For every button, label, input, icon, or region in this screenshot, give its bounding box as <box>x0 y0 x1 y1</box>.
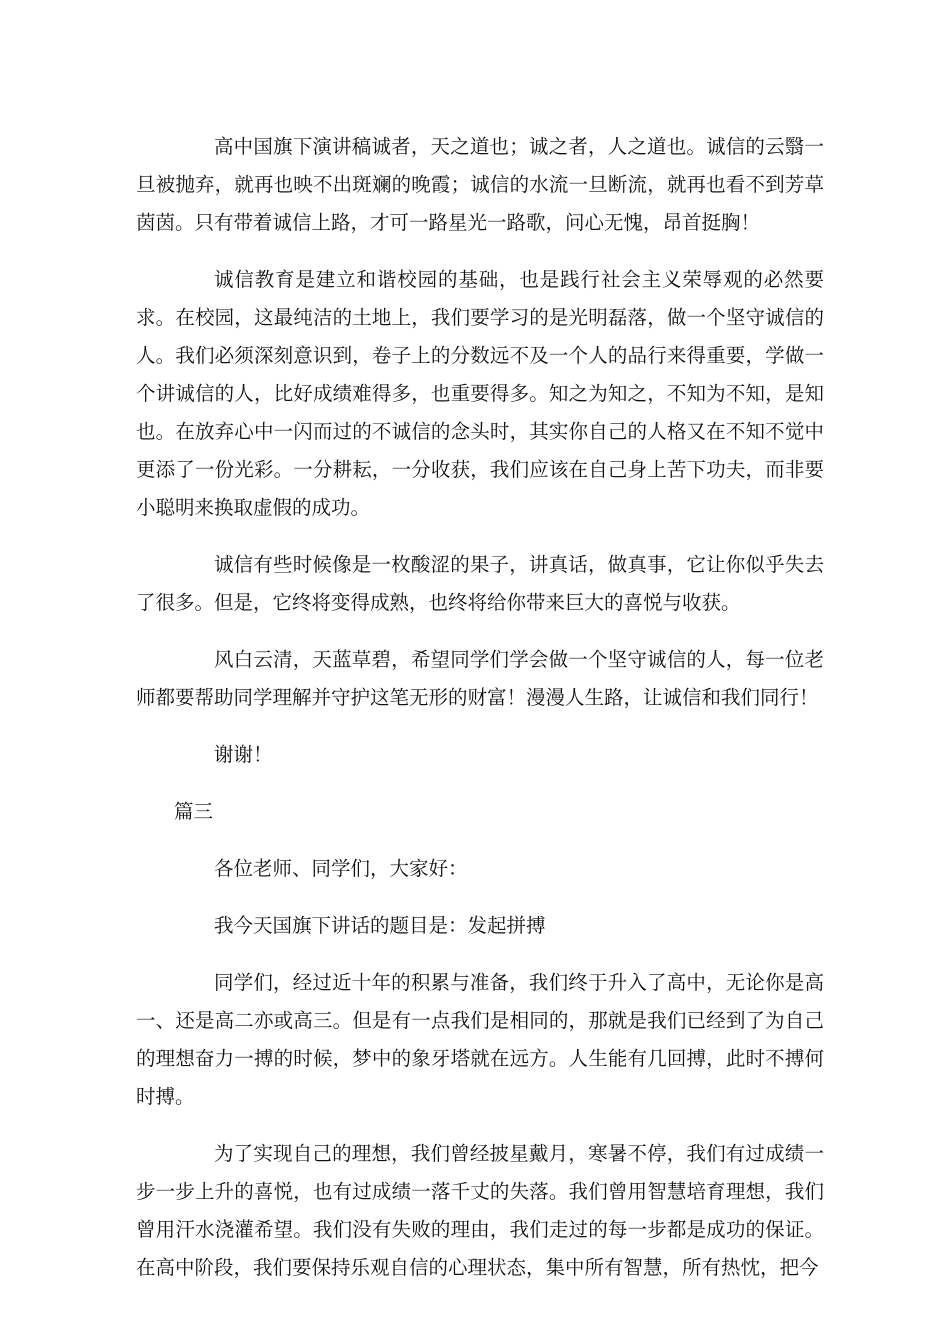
document-body <box>136 128 824 1306</box>
paragraph-honesty-education: 诚信教育是建立和谐校园的基础，也是践行社会主义荣辱观的必然要求。在校园，这最纯洁的土地上，我们要学习的是光明磊落，做一个坚守诚信的人。我们必须深刻意识到，卷子上的分数远不及一个人的品行来得重要，学做一个讲诚信的人，比好成绩难得多，也重要得多。知之为知之，不知为不知，是知也。在放弃心中一闪而过的不诚信的念头时，其实你自己的人格又在不知不觉中更添了一份光彩。一分耕耘，一分收获，我们应该在自己身上苦下功夫，而非要小聪明来换取虚假的成功。 <box>136 268 824 519</box>
section-heading: 篇三 <box>174 800 214 823</box>
paragraph-high-school: 同学们，经过近十年的积累与准备，我们终于升入了高中，无论你是高一、还是高二亦或高三。但是有一点我们是相同的，那就是我们已经到了为自己的理想奋力一搏的时候，梦中的象牙塔就在远方。人生能有几回搏，此时不搏何时搏。 <box>136 971 824 1108</box>
paragraph-thanks: 谢谢！ <box>214 743 273 766</box>
paragraph-ideals: 为了实现自己的理想，我们曾经披星戴月，寒暑不停，我们有过成绩一步一步上升的喜悦，也有过成绩一落千丈的失落。我们曾用智慧培育理想，我们曾用汗水浇灌希望。我们没有失败的理由，我们走过的每一步都是成功的保证。在高中阶段，我们要保持乐观自信的心理状态，集中所有智慧，所有热忱，把今 <box>136 1142 824 1279</box>
paragraph-honesty-fruit: 诚信有些时候像是一枚酸涩的果子，讲真话，做真事，它让你似乎失去了很多。但是，它终将变得成熟，也终将给你带来巨大的喜悦与收获。 <box>136 553 824 614</box>
paragraph-greeting: 各位老师、同学们，大家好： <box>214 857 468 880</box>
paragraph-honesty-closing: 风白云清，天蓝草碧，希望同学们学会做一个坚守诚信的人，每一位老师都要帮助同学理解并守护这笔无形的财富！漫漫人生路，让诚信和我们同行！ <box>136 648 824 709</box>
paragraph-speech-title: 我今天国旗下讲话的题目是：发起拼搏 <box>214 914 546 937</box>
paragraph-honesty-intro: 高中国旗下演讲稿诚者，天之道也；诚之者，人之道也。诚信的云翳一旦被抛弃，就再也映不出斑斓的晚霞；诚信的水流一旦断流，就再也看不到芳草茵茵。只有带着诚信上路，才可一路星光一路歌，问心无愧，昂首挺胸！ <box>136 135 824 234</box>
